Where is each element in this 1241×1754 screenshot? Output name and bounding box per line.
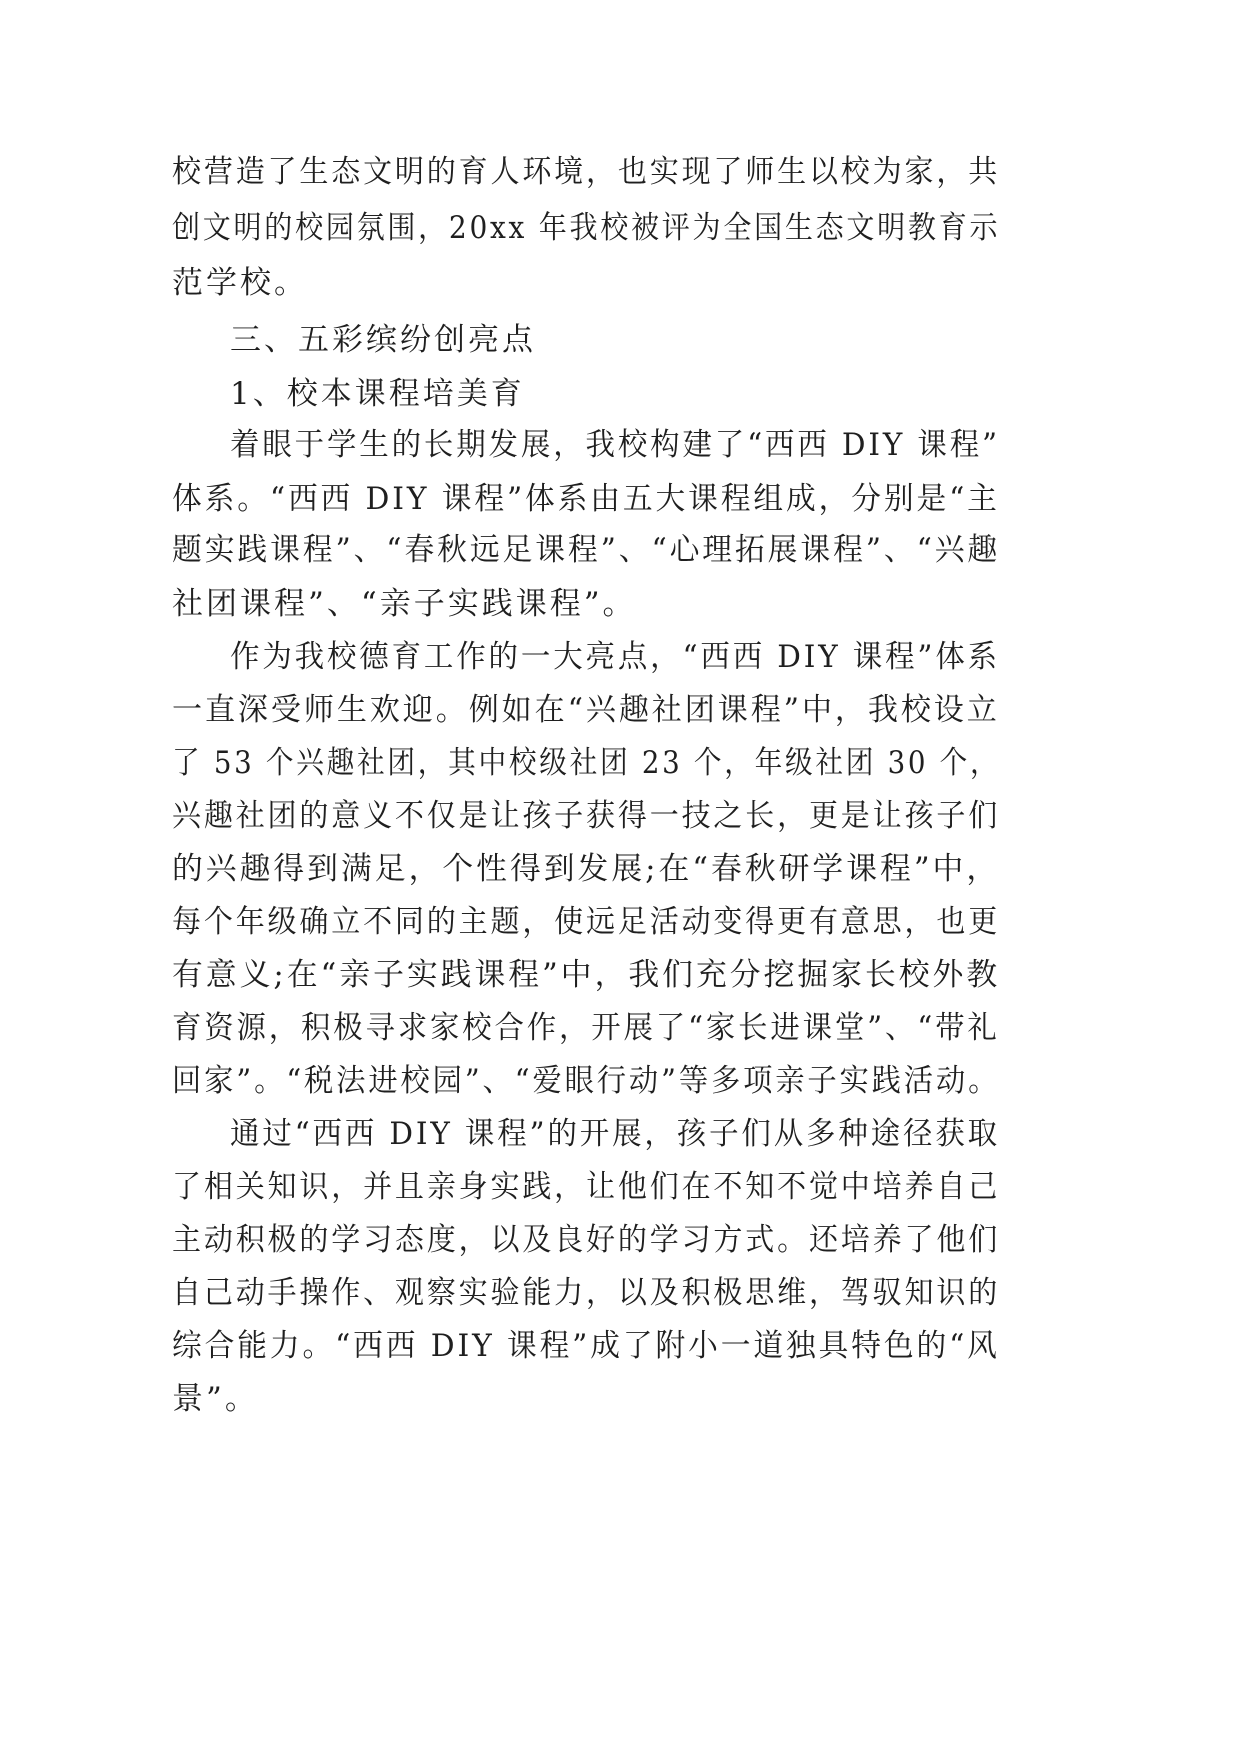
subsection-heading: 1、校本课程培美育 [230,376,525,412]
text-line: 回家”。“税法进校园”、“爱眼行动”等多项亲子实践活动。 [172,1063,1001,1099]
text-line: 了相关知识，并且亲身实践，让他们在不知不觉中培养自己 [172,1169,1001,1205]
text-line: 的兴趣得到满足，个性得到发展;在“春秋研学课程”中， [172,851,1001,887]
text-line: 题实践课程”、“春秋远足课程”、“心理拓展课程”、“兴趣 [172,532,1001,568]
text-line: 育资源，积极寻求家校合作，开展了“家长进课堂”、“带礼 [172,1010,1000,1046]
text-line: 了 53 个兴趣社团，其中校级社团 23 个，年级社团 30 个， [172,745,1001,781]
text-line: 兴趣社团的意义不仅是让孩子获得一技之长，更是让孩子们 [172,798,1001,834]
text-line: 主动积极的学习态度，以及良好的学习方式。还培养了他们 [172,1222,1001,1258]
text-line: 体系。“西西 DIY 课程”体系由五大课程组成，分别是“主 [172,481,1000,517]
text-line: 通过“西西 DIY 课程”的开展，孩子们从多种途径获取 [230,1116,1000,1152]
text-line: 景”。 [172,1381,259,1417]
text-line: 综合能力。“西西 DIY 课程”成了附小一道独具特色的“风 [172,1328,1000,1364]
text-line: 校营造了生态文明的育人环境，也实现了师生以校为家，共 [172,154,1001,190]
text-line: 创文明的校园氛围，20xx 年我校被评为全国生态文明教育示 [172,210,1001,246]
text-line: 自己动手操作、观察实验能力，以及积极思维，驾驭知识的 [172,1275,1001,1311]
text-line: 每个年级确立不同的主题，使远足活动变得更有意思，也更 [172,904,1001,940]
text-line: 着眼于学生的长期发展，我校构建了“西西 DIY 课程” [230,427,1000,463]
text-line: 社团课程”、“亲子实践课程”。 [172,586,637,622]
text-line: 一直深受师生欢迎。例如在“兴趣社团课程”中，我校设立 [172,692,1000,728]
text-line: 有意义;在“亲子实践课程”中，我们充分挖掘家长校外教 [172,957,1001,993]
text-line: 作为我校德育工作的一大亮点，“西西 DIY 课程”体系 [230,639,1000,675]
text-line: 范学校。 [172,265,308,301]
section-heading: 三、五彩缤纷创亮点 [230,322,536,358]
